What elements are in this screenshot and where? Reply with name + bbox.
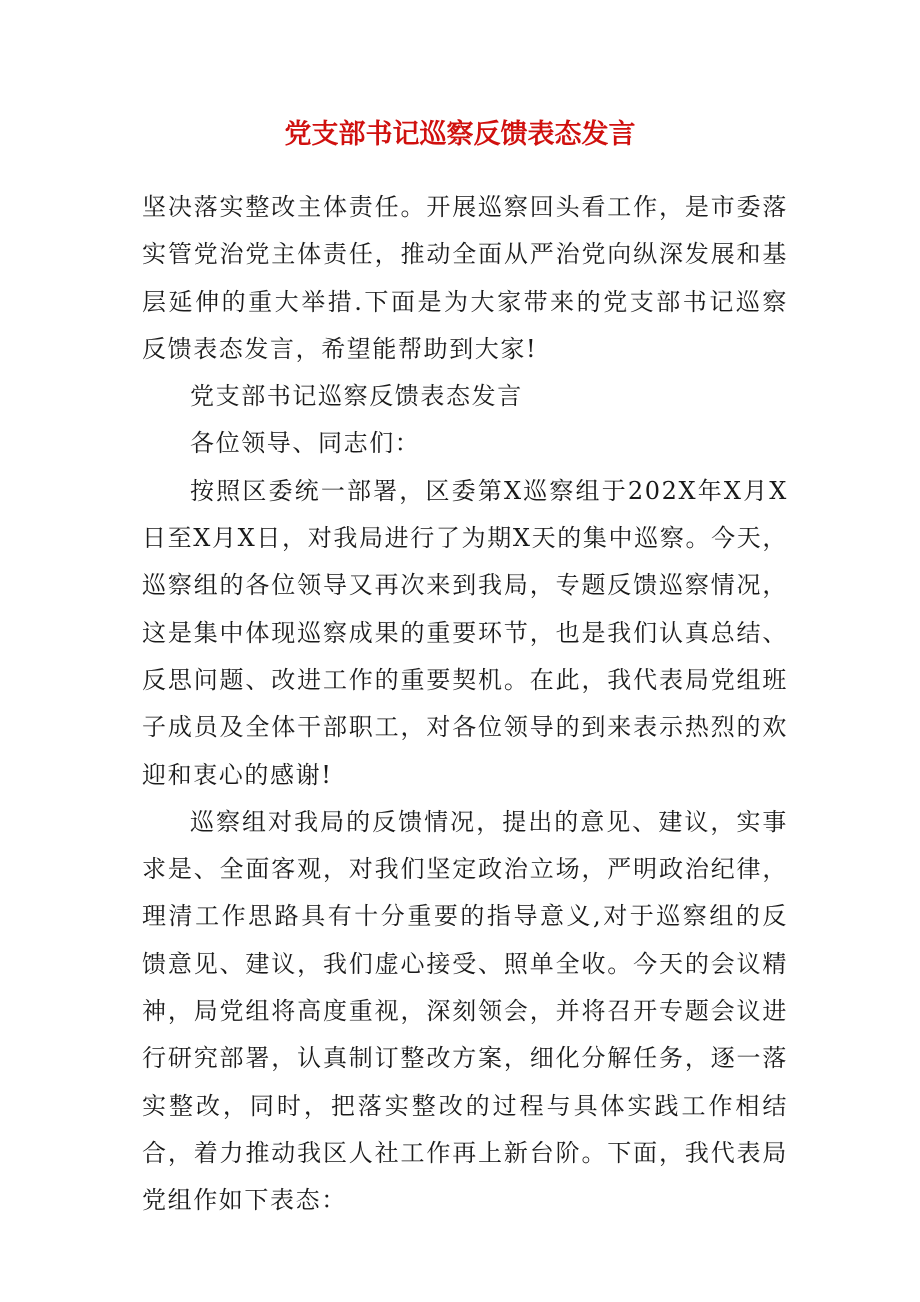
document-body (142, 184, 788, 1225)
document-title: 党支部书记巡察反馈表态发言 (284, 119, 636, 150)
intro-paragraph: 坚决落实整改主体责任。开展巡察回头看工作，是市委落实管党治党主体责任，推动全面从严治党向纵深发展和基层延伸的重大举措.下面是为大家带来的党支部书记巡察反馈表态发言，希望能帮助到大家! (142, 193, 788, 363)
body-paragraph: 巡察组对我局的反馈情况，提出的意见、建议，实事求是、全面客观，对我们坚定政治立场，严明政治纪律，理清工作思路具有十分重要的指导意义,对于巡察组的反馈意见、建议，我们虚心接受、照单全收。今天的会议精神，局党组将高度重视，深刻领会，并将召开专题会议进行研究部署，认真制订整改方案，细化分解任务，逐一落实整改，同时，把落实整改的过程与具体实践工作相结合，着力推动我区人社工作再上新台阶。下面，我代表局党组作如下表态： (142, 807, 788, 1215)
body-paragraph: 按照区委统一部署，区委第X巡察组于202X年X月X日至X月X日，对我局进行了为期X天的集中巡察。今天，巡察组的各位领导又再次来到我局，专题反馈巡察情况，这是集中体现巡察成果的重要环节，也是我们认真总结、反思问题、改进工作的重要契机。在此，我代表局党组班子成员及全体干部职工，对各位领导的到来表示热烈的欢迎和衷心的感谢! (142, 476, 788, 789)
section-heading: 党支部书记巡察反馈表态发言 (190, 382, 523, 411)
salutation: 各位领导、同志们： (190, 429, 421, 458)
